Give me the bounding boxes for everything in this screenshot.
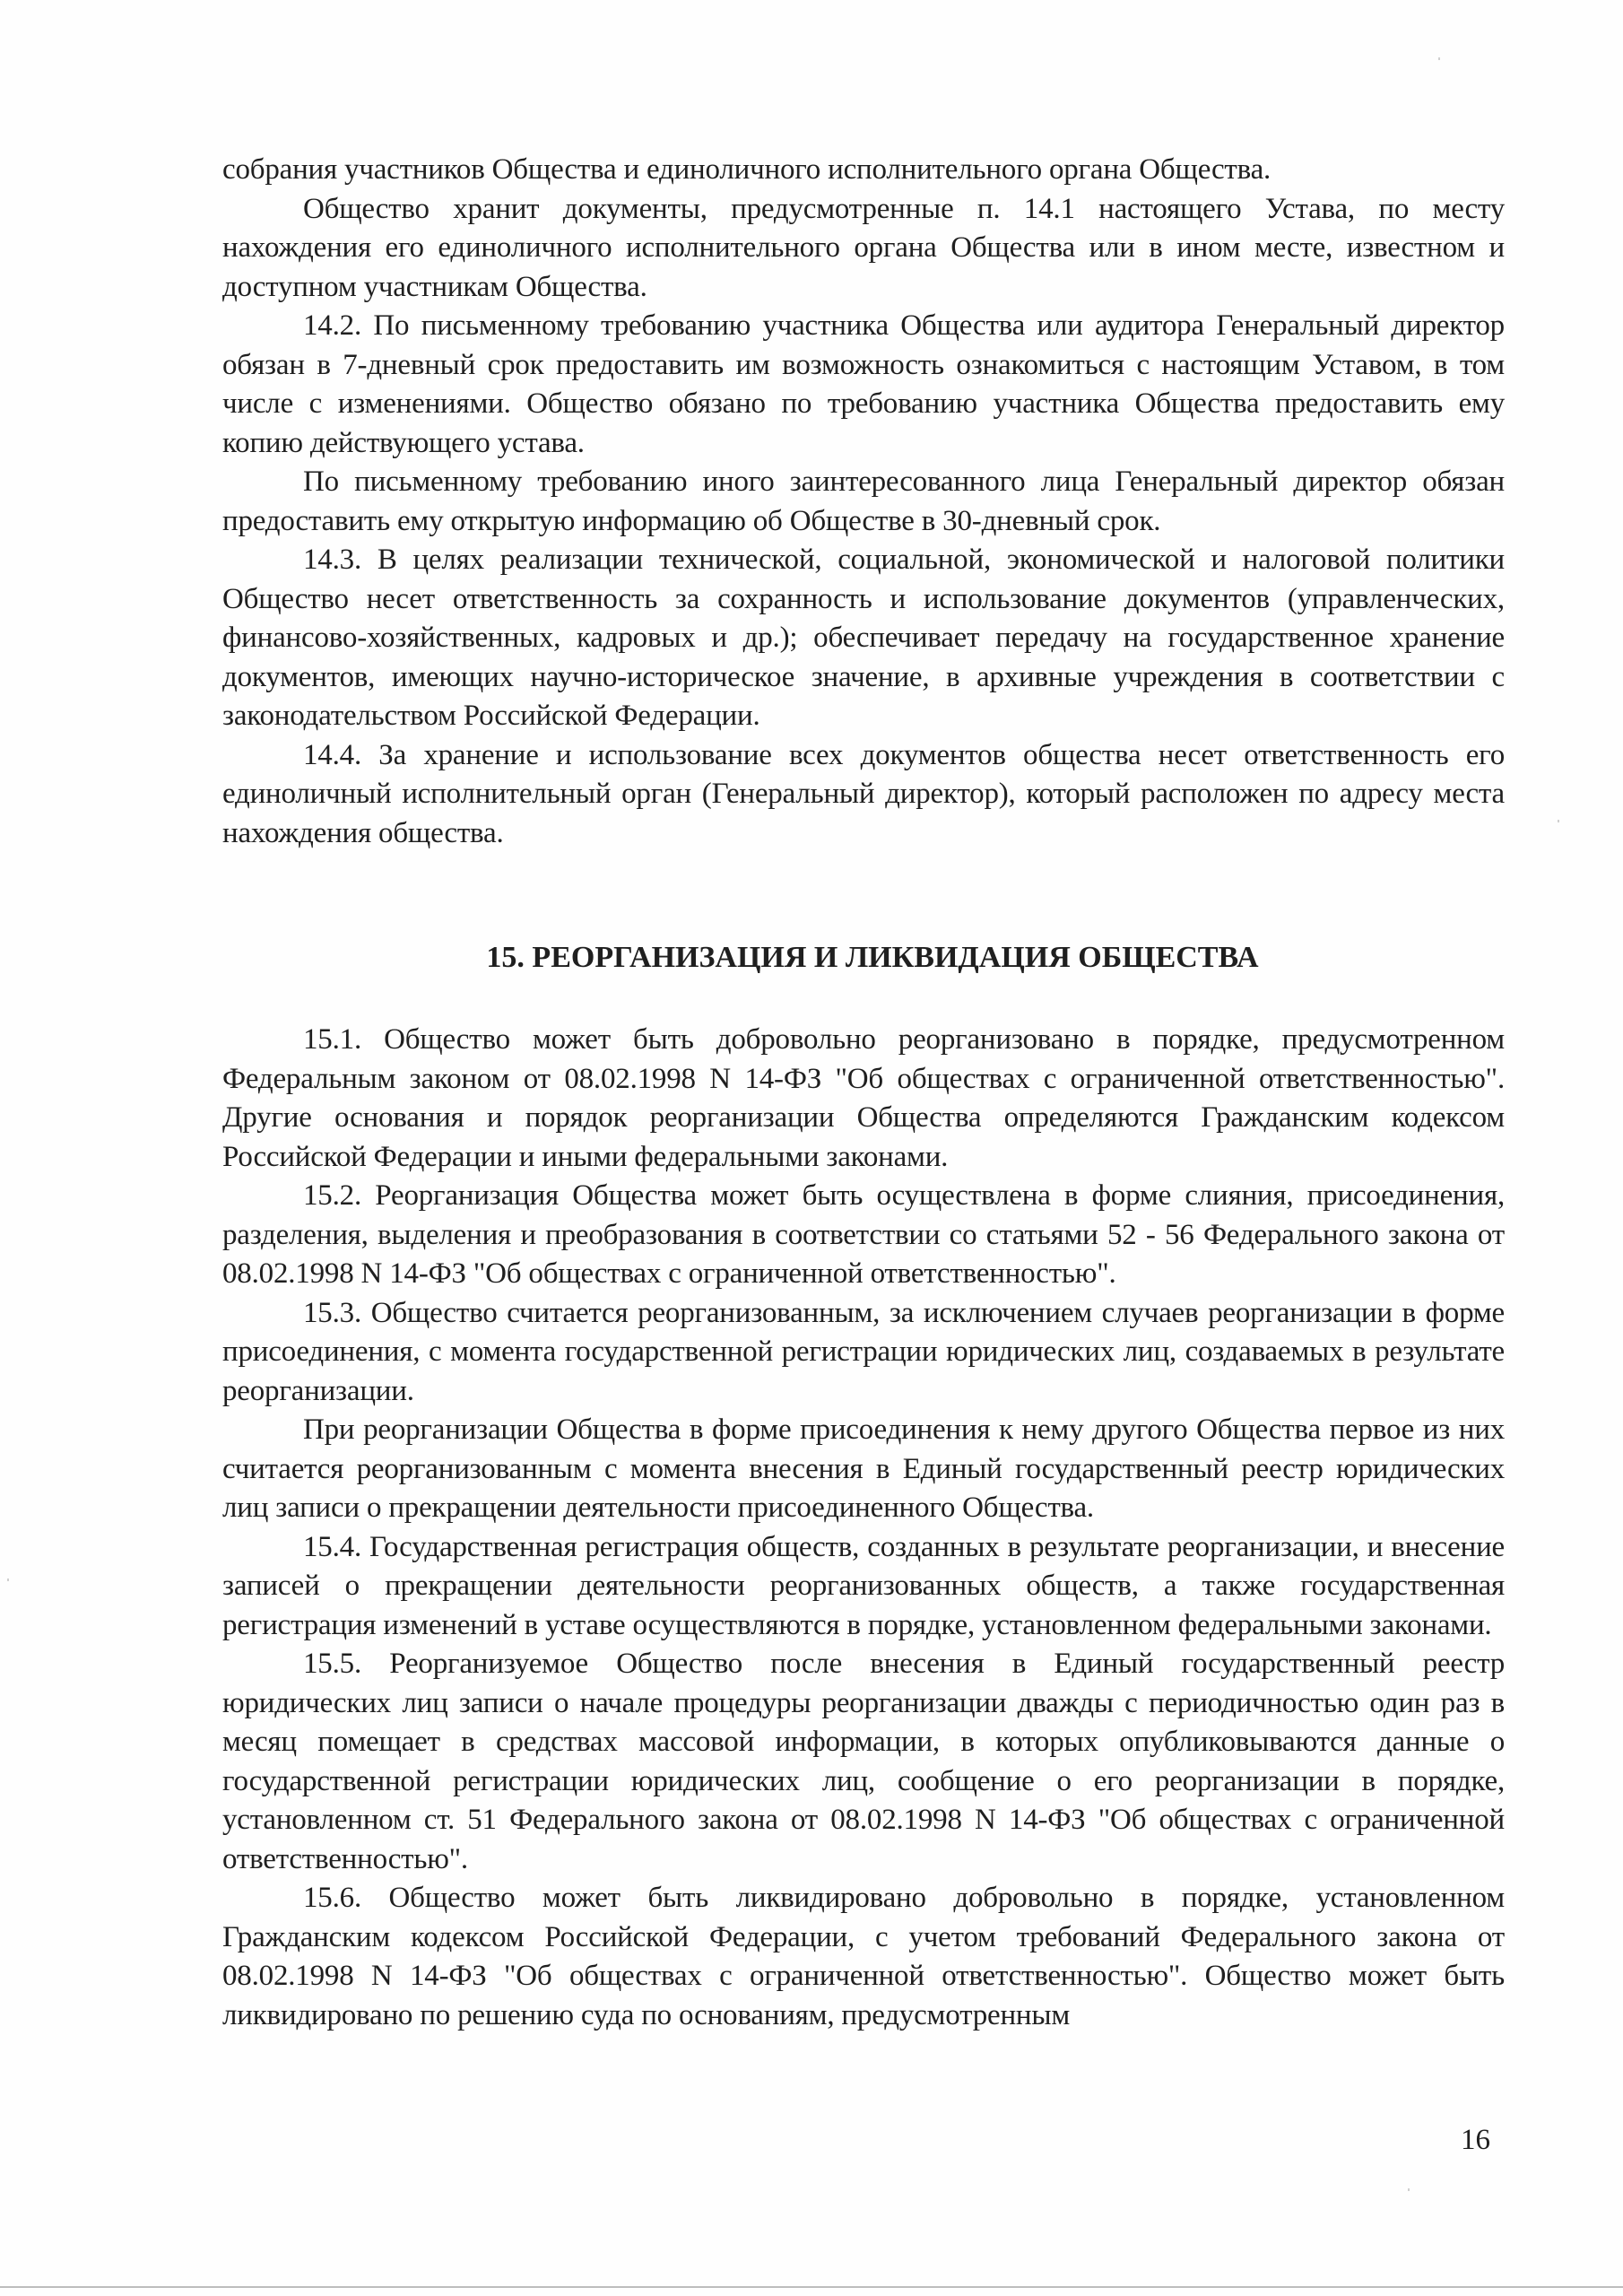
scan-speck — [1408, 2188, 1410, 2191]
paragraph-14-3: 14.3. В целях реализации технической, социальной, экономической и налоговой политики Общество несет ответственность за сохранность и использование документов (управленческих, финансово-хозяйственных, кадровых и др.); обеспечивает передачу на государственное хранение документов, имеющих научно-историческое значение, в архивные учреждения в соответствии с законодательством Российской Федерации. — [222, 544, 1505, 732]
paragraph-15-5: 15.5. Реорганизуемое Общество после внесения в Единый государственный реестр юридических лиц записи о начале процедуры реорганизации дважды с периодичностью один раз в месяц помещает в средствах массовой информации, в которых опубликовываются данные о государственной регистрации юридических лиц, сообщение о его реорганизации в порядке, установленном ст. 51 Федерального закона от 08.02.1998 N 14-ФЗ "Об обществах с ограниченной ответственностью". — [222, 1648, 1505, 1875]
continuation-paragraph: собрания участников Общества и единоличного исполнительного органа Общества. — [222, 153, 1271, 186]
scan-speck — [1438, 57, 1440, 60]
scan-bottom-edge — [0, 2286, 1623, 2288]
paragraph-15-3: 15.3. Общество считается реорганизованным, за исключением случаев реорганизации в форме присоединения, с момента государственной регистрации юридических лиц, создаваемых в результате реорганизации. — [222, 1296, 1505, 1407]
paragraph-14-2: 14.2. По письменному требованию участника Общества или аудитора Генеральный директор обязан в 7-дневный срок предоставить им возможность ознакомиться с настоящим Уставом, в том числе с изменениями. Общество обязано по требованию участника Общества предоставить ему копию действующего устава. — [222, 309, 1505, 459]
paragraph-14-1-storage: Общество хранит документы, предусмотренные п. 14.1 настоящего Устава, по месту нахождения его единоличного исполнительного органа Общества или в ином месте, известном и доступном участникам Общества. — [222, 192, 1505, 303]
paragraph-14-4: 14.4. За хранение и использование всех документов общества несет ответственность его единоличный исполнительный орган (Генеральный директор), который расположен по адресу места нахождения общества. — [222, 738, 1505, 849]
document-body — [222, 151, 1505, 2035]
scan-speck — [1558, 820, 1559, 822]
paragraph-15-6: 15.6. Общество может быть ликвидировано добровольно в порядке, установленном Гражданским кодексом Российской Федерации, с учетом требований Федерального закона от 08.02.1998 N 14-ФЗ "Об обществах с ограниченной ответственностью". Общество может быть ликвидировано по решению суда по основаниям, предусмотренным — [222, 1882, 1505, 2031]
scan-speck — [7, 1578, 9, 1581]
paragraph-15-3-accession: При реорганизации Общества в форме присоединения к нему другого Общества первое из них считается реорганизованным с момента внесения в Единый государственный реестр юридических лиц записи о прекращении деятельности присоединенного Общества. — [222, 1413, 1505, 1524]
paragraph-15-1: 15.1. Общество может быть добровольно реорганизовано в порядке, предусмотренном Федеральным законом от 08.02.1998 N 14-ФЗ "Об обществах с ограниченной ответственностью". Другие основания и порядок реорганизации Общества определяются Гражданским кодексом Российской Федерации и иными федеральными законами. — [222, 1023, 1505, 1173]
section-heading-15: 15. РЕОРГАНИЗАЦИЯ И ЛИКВИДАЦИЯ ОБЩЕСТВА — [486, 941, 1259, 974]
paragraph-15-2: 15.2. Реорганизация Общества может быть осуществлена в форме слияния, присоединения, разделения, выделения и преобразования в соответствии со статьями 52 - 56 Федерального закона от 08.02.1998 N 14-ФЗ "Об обществах с ограниченной ответственностью". — [222, 1179, 1505, 1290]
paragraph-14-2-interested-party: По письменному требованию иного заинтересованного лица Генеральный директор обязан предоставить ему открытую информацию об Обществе в 30-дневный срок. — [222, 465, 1505, 537]
paragraph-15-4: 15.4. Государственная регистрация обществ, созданных в результате реорганизации, и внесение записей о прекращении деятельности реорганизованных обществ, а также государственная регистрация изменений в уставе осуществляются в порядке, установленном федеральными законами. — [222, 1530, 1505, 1641]
page-number: 16 — [1461, 2124, 1490, 2156]
